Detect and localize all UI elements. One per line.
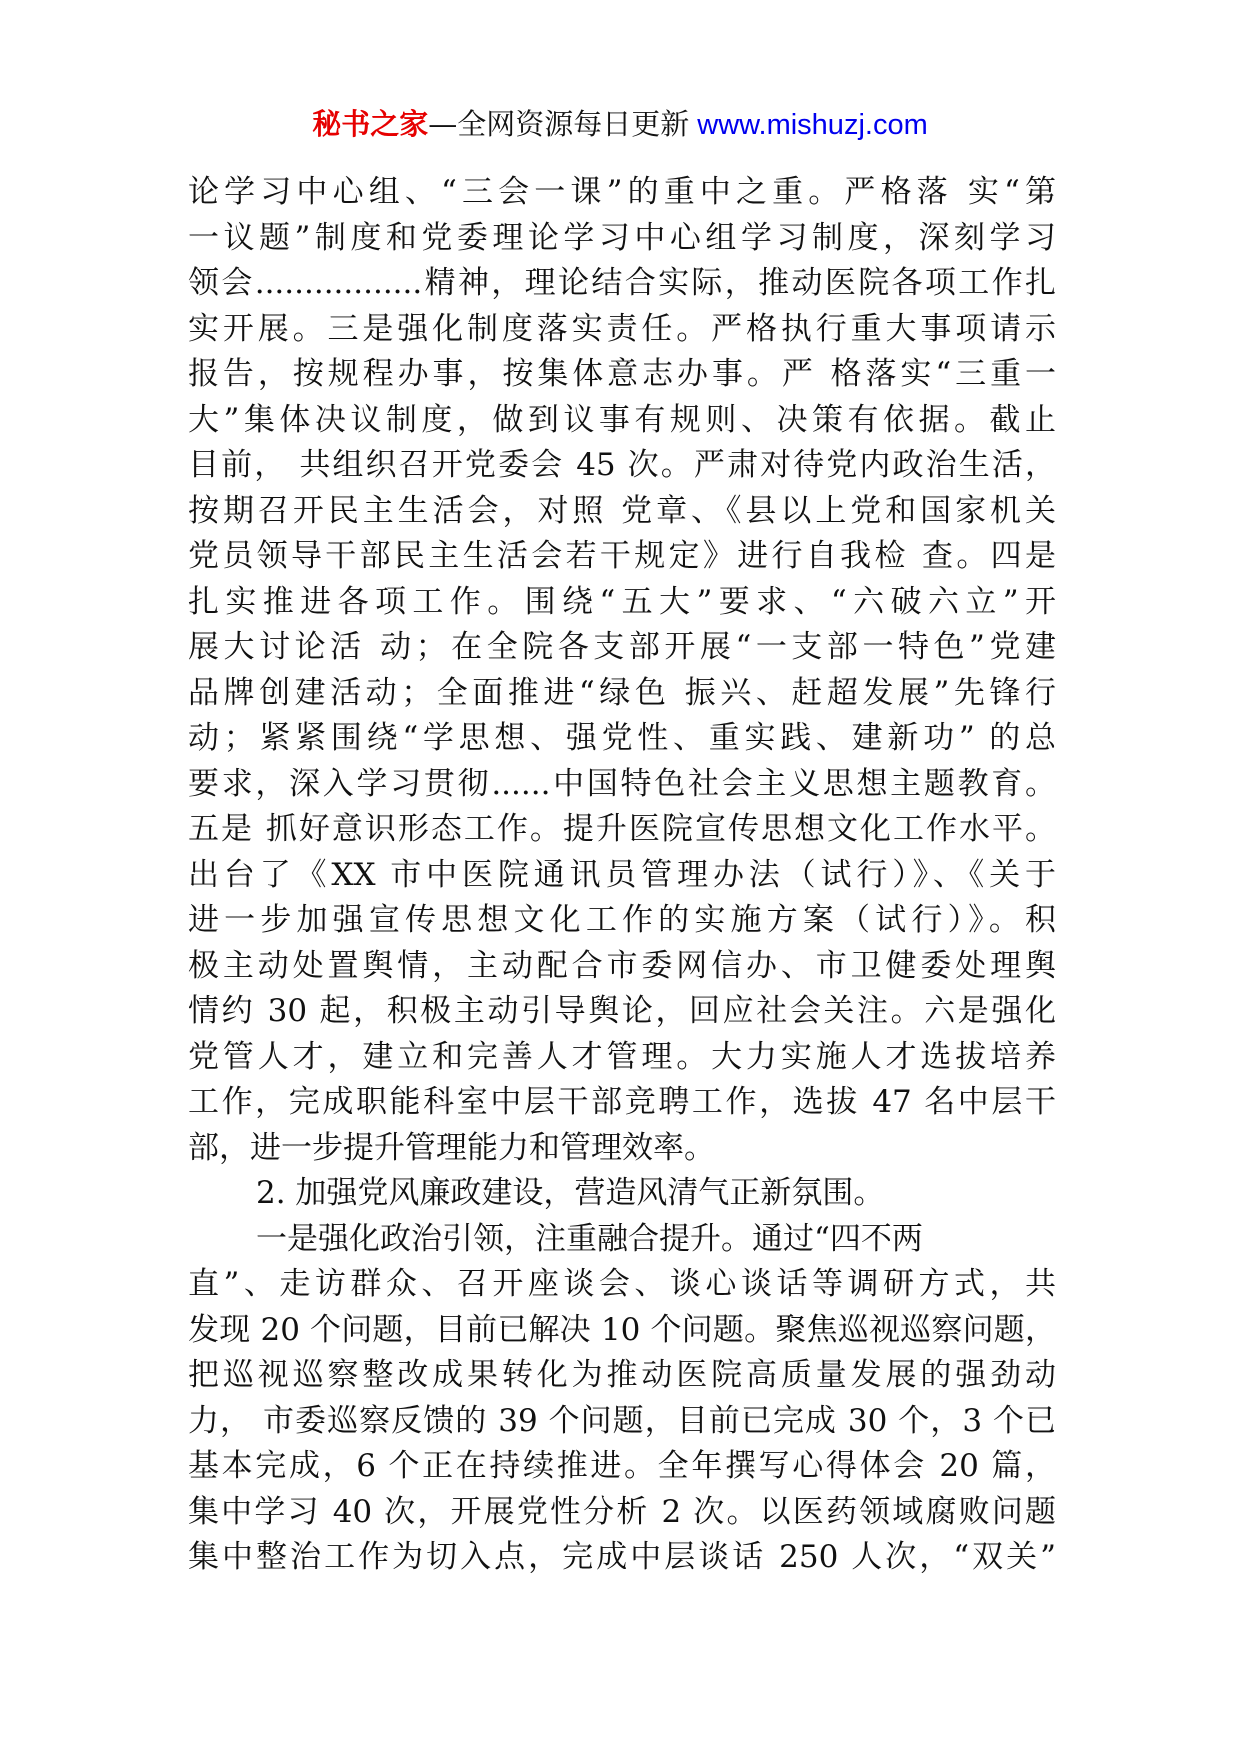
text-line: 五是 抓好意识形态工作。提升医院宣传思想文化工作水平。 [188, 811, 1056, 847]
text-line: 基本完成，6 个正在持续推进。全年撰写心得体会 20 篇， [188, 1448, 1056, 1484]
text-line: 扎实推进各项工作。围绕“五大”要求、“六破六立”开 [188, 583, 1056, 620]
text-line: 情约 30 起，积极主动引导舆论，回应社会关注。六是强化 [188, 993, 1056, 1029]
text-line: 党员领导干部民主生活会若干规定》进行自我检 查。四是 [188, 538, 1056, 574]
text-line: 展大讨论活 动；在全院各支部开展“一支部一特色”党建 [188, 629, 1056, 665]
header-site-link[interactable]: www.mishuzj.com [697, 109, 928, 141]
header-tagline: —全网资源每日更新 [428, 107, 690, 141]
text-line: 集中整治工作为切入点，完成中层谈话 250 人次，“双关” [188, 1539, 1056, 1575]
text-line: 把巡视巡察整改成果转化为推动医院高质量发展的强劲动 [188, 1357, 1056, 1393]
text-line: 品牌创建活动；全面推进“绿色 振兴、赶超发展”先锋行 [188, 674, 1056, 711]
text-line: 论学习中心组、“三会一课”的重中之重。严格落 实“第 [188, 174, 1056, 210]
document-body [188, 170, 1056, 1581]
text-line: 工作，完成职能科室中层干部竞聘工作，选拔 47 名中层干 [188, 1084, 1056, 1120]
text-line: 领会.................精神，理论结合实际，推动医院各项工作扎 [188, 265, 1056, 301]
text-line: 力， 市委巡察反馈的 39 个问题，目前已完成 30 个，3 个已 [188, 1402, 1056, 1439]
text-line: 集中学习 40 次，开展党性分析 2 次。以医药领域腐败问题 [188, 1493, 1056, 1530]
text-line: 一议题”制度和党委理论学习中心组学习制度，深刻学习 [188, 219, 1056, 256]
text-line: 目前， 共组织召开党委会 45 次。严肃对待党内政治生活， [188, 447, 1056, 483]
text-line: 实开展。三是强化制度落实责任。严格执行重大事项请示 [188, 310, 1056, 347]
text-line: 部，进一步提升管理能力和管理效率。 [188, 1129, 715, 1166]
text-line: 大”集体决议制度，做到议事有规则、决策有依据。截止 [188, 401, 1056, 438]
header-brand: 秘书之家 [312, 107, 429, 141]
text-line: 发现 20 个问题，目前已解决 10 个问题。聚焦巡视巡察问题， [188, 1311, 1056, 1348]
text-line: 2. 加强党风廉政建设，营造风清气正新氛围。 [256, 1175, 885, 1211]
text-line: 动；紧紧围绕“学思想、强党性、重实践、建新功” 的总 [188, 720, 1056, 756]
text-line: 要求，深入学习贯彻......中国特色社会主义思想主题教育。 [188, 765, 1056, 802]
text-line: 极主动处置舆情，主动配合市委网信办、市卫健委处理舆 [188, 947, 1056, 984]
text-line: 党管人才，建立和完善人才管理。大力实施人才选拔培养 [188, 1038, 1056, 1075]
text-line: 出台了《XX 市中医院通讯员管理办法（试行）》、《关于 [188, 856, 1056, 893]
page-header [0, 104, 1240, 145]
text-line: 进一步加强宣传思想文化工作的实施方案（试行）》。积 [188, 902, 1056, 938]
text-line: 按期召开民主生活会，对照 党章、《县以上党和国家机关 [188, 492, 1056, 529]
text-line: 报告，按规程办事，按集体意志办事。严 格落实“三重一 [188, 356, 1056, 392]
text-line: 一是强化政治引领，注重融合提升。通过“四不两 [256, 1220, 923, 1257]
text-line: 直”、走访群众、召开座谈会、谈心谈话等调研方式，共 [188, 1266, 1056, 1302]
